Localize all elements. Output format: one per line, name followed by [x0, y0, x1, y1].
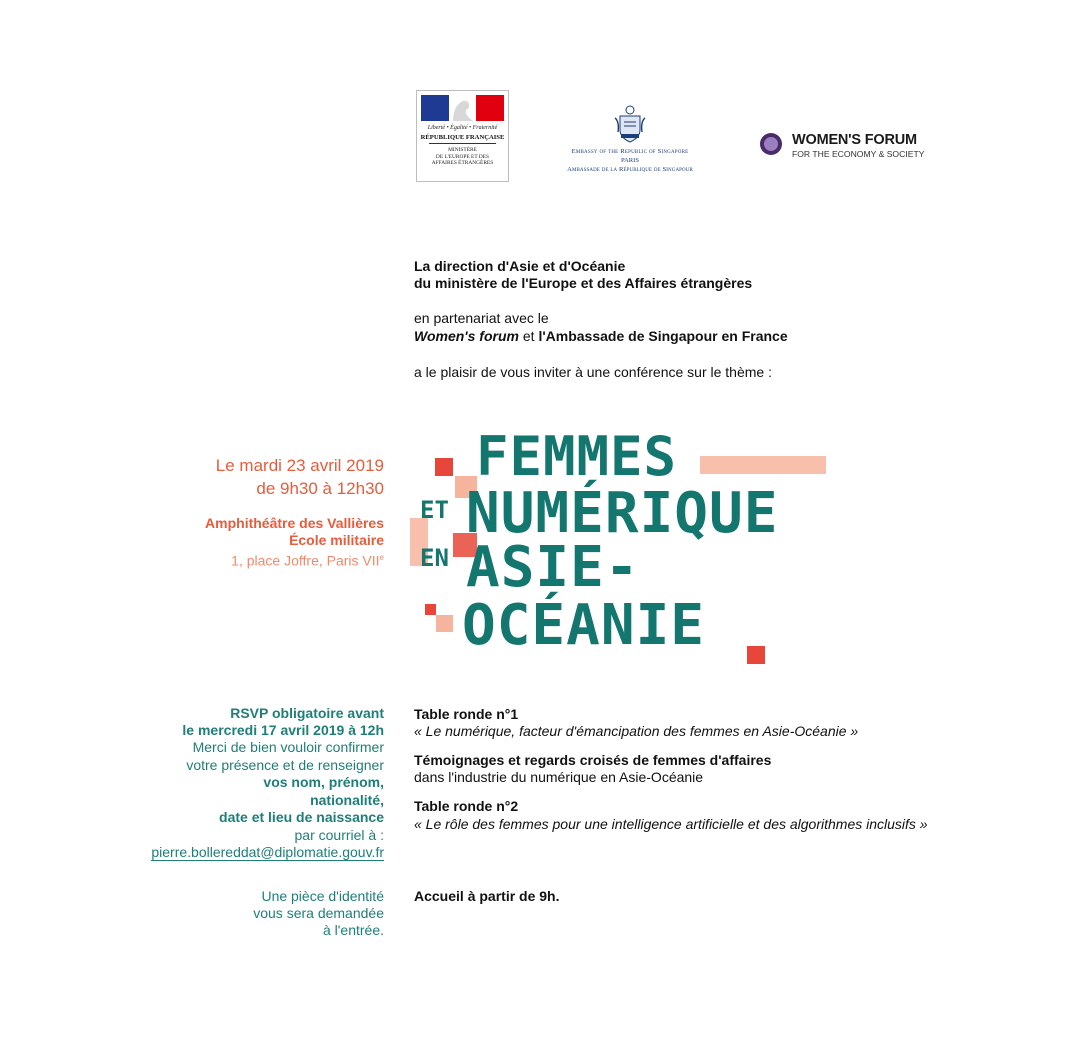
embassy-city: PARIS [620, 157, 640, 164]
intro-partners [414, 328, 788, 346]
womens-forum-logo [760, 132, 940, 162]
title-numerique: NUMÉRIQUE [466, 481, 779, 546]
rsvp-nationality: nationalité, [310, 792, 384, 808]
decor-square [747, 646, 765, 664]
womens-forum-tagline: FOR THE ECONOMY & SOCIETY [792, 149, 925, 159]
republique-name: RÉPUBLIQUE FRANÇAISE [420, 134, 505, 141]
decor-square [435, 458, 453, 476]
womens-forum-name: WOMEN'S FORUM [792, 132, 917, 148]
marianne-flag-icon [421, 95, 504, 121]
title-femmes: FEMMES [476, 425, 678, 488]
id-notice-3: à l'entrée. [322, 922, 384, 938]
round-table-1-topic: « Le numérique, facteur d'émancipation des femmes en Asie-Océanie » [414, 723, 859, 739]
intro-invitation: a le plaisir de vous inviter à une conférence sur le thème : [414, 364, 772, 380]
round-table-2-title: Table ronde n°2 [414, 798, 519, 814]
decor-square [436, 615, 453, 632]
title-en: EN [420, 544, 449, 572]
event-time: de 9h30 à 12h30 [256, 479, 384, 498]
round-table-2-topic: « Le rôle des femmes pour une intelligence artificielle et des algorithmes inclusifs » [414, 816, 928, 832]
id-notice-2: vous sera demandée [253, 905, 384, 921]
title-asie: ASIE- [466, 535, 640, 600]
welcome-time: Accueil à partir de 9h. [414, 888, 560, 904]
embassy-name-en: Embassy of the Republic of Singapore [571, 148, 689, 155]
divider [429, 143, 496, 144]
partner-connector: et [518, 328, 539, 344]
rsvp-email-row [84, 844, 384, 861]
republique-francaise-logo [416, 90, 509, 182]
rsvp-email-link[interactable]: pierre.bollereddat@diplomatie.gouv.fr [151, 844, 384, 860]
venue-address-text: 1, place Joffre, Paris VII [231, 552, 380, 569]
intro-ministry: du ministère de l'Europe et des Affaires étrangères [414, 275, 753, 291]
singapore-embassy-logo [548, 104, 712, 178]
rsvp-presence: votre présence et de renseigner [186, 757, 384, 773]
decor-square [425, 604, 436, 615]
rsvp-required: RSVP obligatoire avant [230, 705, 384, 721]
rsvp-by-email: par courriel à : [294, 827, 384, 843]
round-table-1-title: Table ronde n°1 [414, 706, 519, 722]
singapore-crest-icon [612, 104, 648, 144]
venue-address [84, 549, 384, 570]
ministry-name: MINISTÈRE DE L'EUROPE ET DES AFFAIRES ÉTRANGÈRES [431, 147, 494, 167]
rsvp-confirm: Merci de bien vouloir confirmer [192, 739, 384, 755]
intro-direction: La direction d'Asie et d'Océanie [414, 258, 626, 274]
rsvp-deadline: le mercredi 17 avril 2019 à 12h [182, 722, 384, 738]
partner-embassy: l'Ambassade de Singapour en France [538, 328, 788, 344]
title-oceanie: OCÉANIE [462, 593, 706, 658]
embassy-name-fr: Ambassade de la République de Singapour [567, 166, 693, 173]
rsvp-birth: date et lieu de naissance [219, 809, 384, 825]
republique-motto: Liberté • Égalité • Fraternité [427, 125, 498, 131]
womens-forum-circle-icon [760, 133, 782, 155]
decor-bar [700, 456, 826, 474]
rsvp-name-fields: vos nom, prénom, [263, 774, 384, 790]
title-et: ET [420, 496, 449, 524]
venue-name: Amphithéâtre des Vallières [205, 515, 384, 531]
event-date: Le mardi 23 avril 2019 [215, 456, 384, 475]
venue-school: École militaire [289, 532, 384, 548]
intro-partnership: en partenariat avec le [414, 310, 549, 326]
partner-womens-forum: Women's forum [414, 328, 519, 344]
testimonies-topic: dans l'industrie du numérique en Asie-Océanie [414, 769, 704, 785]
id-notice-1: Une pièce d'identité [261, 888, 384, 904]
testimonies-title: Témoignages et regards croisés de femmes d'affaires [414, 752, 772, 768]
venue-address-sup: e [379, 553, 384, 562]
